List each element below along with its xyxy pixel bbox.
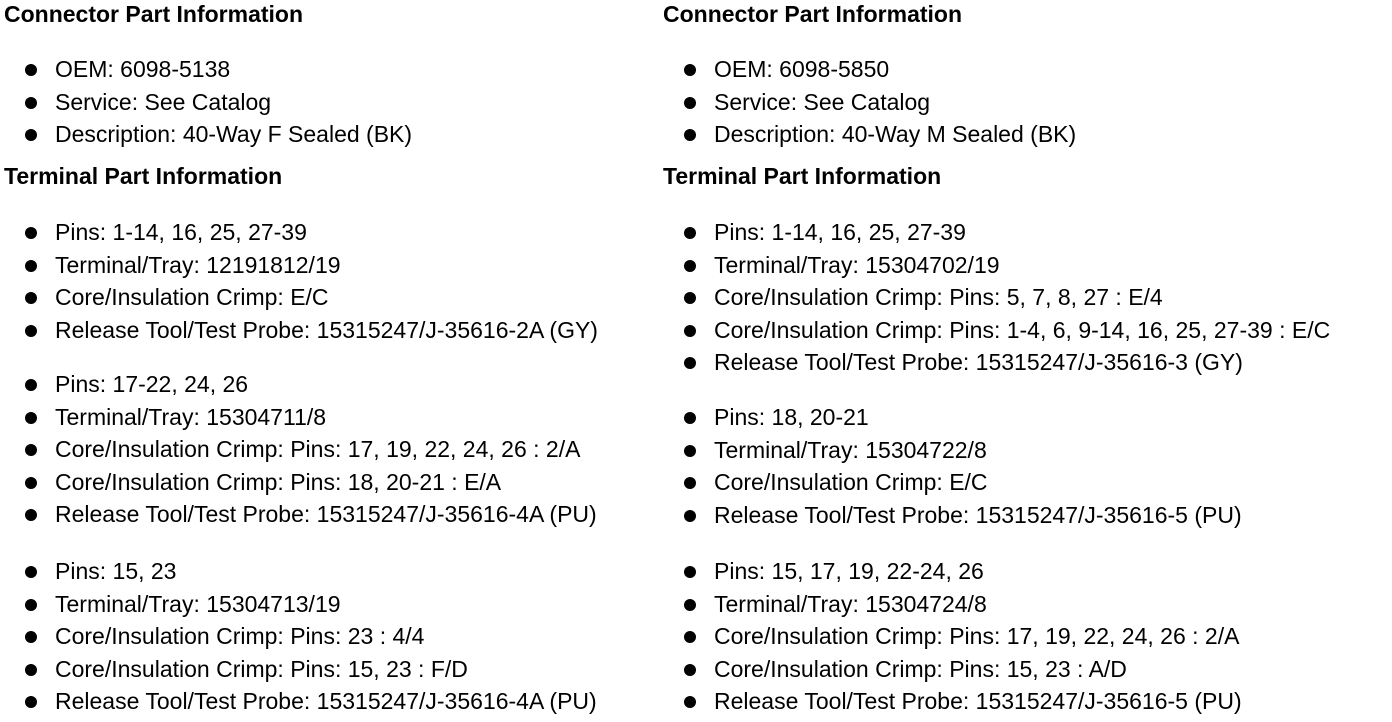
terminal-heading: Terminal Part Information (663, 163, 942, 189)
terminal-crimp: Core/Insulation Crimp: Pins: 17, 19, 22, 24, 26 : 2/A (714, 623, 1240, 650)
bullet-icon (25, 412, 37, 424)
bullet-icon (684, 97, 696, 109)
list-item (4, 555, 597, 588)
list-item (4, 314, 598, 347)
bullet-icon (684, 292, 696, 304)
bullet-icon (684, 566, 696, 578)
bullet-icon (25, 325, 37, 337)
list-item (663, 118, 1076, 151)
list-item (663, 281, 1330, 314)
list-item (663, 555, 1242, 588)
connector-description: Description: 40-Way F Sealed (BK) (55, 121, 413, 148)
list-item (4, 620, 597, 653)
list-item (663, 620, 1242, 653)
terminal-release-tool: Release Tool/Test Probe: 15315247/J-35616-5 (PU) (714, 688, 1242, 715)
connector-list (4, 53, 412, 151)
bullet-icon (25, 696, 37, 708)
terminal-crimp: Core/Insulation Crimp: Pins: 5, 7, 8, 27 : E/4 (714, 284, 1163, 311)
list-item (4, 281, 598, 314)
terminal-heading: Terminal Part Information (4, 163, 283, 189)
terminal-pins: Pins: 1-14, 16, 25, 27-39 (714, 219, 966, 245)
bullet-icon (684, 599, 696, 611)
list-item (663, 314, 1330, 347)
list-item (4, 685, 597, 718)
list-item (4, 249, 598, 282)
bullet-icon (684, 696, 696, 708)
list-item (663, 466, 1242, 499)
list-item (4, 653, 597, 686)
terminal-crimp: Core/Insulation Crimp: Pins: 1-4, 6, 9-14, 16, 25, 27-39 : E/C (714, 316, 1331, 343)
connector-heading: Connector Part Information (4, 1, 304, 27)
terminal-release-tool: Release Tool/Test Probe: 15315247/J-35616-2A (GY) (55, 316, 598, 343)
list-item (663, 434, 1242, 467)
list-item (4, 588, 597, 621)
list-item (4, 433, 597, 466)
list-item (663, 588, 1242, 621)
bullet-icon (25, 509, 37, 521)
terminal-group (663, 216, 1330, 379)
bullet-icon (684, 477, 696, 489)
bullet-icon (684, 357, 696, 369)
terminal-crimp: Core/Insulation Crimp: E/C (714, 469, 988, 496)
terminal-tray: Terminal/Tray: 15304711/8 (55, 403, 327, 430)
terminal-release-tool: Release Tool/Test Probe: 15315247/J-35616-5 (PU) (714, 501, 1242, 528)
bullet-icon (684, 227, 696, 239)
terminal-group (4, 555, 597, 718)
terminal-pins: Pins: 1-14, 16, 25, 27-39 (55, 219, 307, 245)
bullet-icon (684, 631, 696, 643)
terminal-pins: Pins: 18, 20-21 (714, 404, 869, 430)
terminal-group (4, 368, 597, 531)
list-item (663, 249, 1330, 282)
connector-service: Service: See Catalog (714, 88, 931, 115)
list-item (4, 216, 598, 249)
bullet-icon (25, 631, 37, 643)
bullet-icon (684, 129, 696, 141)
connector-list (663, 53, 1076, 151)
bullet-icon (25, 292, 37, 304)
terminal-tray: Terminal/Tray: 15304724/8 (714, 590, 987, 617)
terminal-tray: Terminal/Tray: 12191812/19 (55, 251, 341, 278)
connector-service: Service: See Catalog (55, 88, 272, 115)
bullet-icon (25, 477, 37, 489)
bullet-icon (25, 260, 37, 272)
terminal-tray: Terminal/Tray: 15304722/8 (714, 436, 987, 463)
bullet-icon (25, 227, 37, 239)
bullet-icon (684, 445, 696, 457)
bullet-icon (25, 129, 37, 141)
terminal-crimp: Core/Insulation Crimp: E/C (55, 284, 329, 311)
terminal-release-tool: Release Tool/Test Probe: 15315247/J-35616-3 (GY) (714, 349, 1243, 376)
bullet-icon (25, 97, 37, 109)
list-item (4, 86, 412, 119)
terminal-tray: Terminal/Tray: 15304702/19 (714, 251, 1000, 278)
terminal-pins: Pins: 17-22, 24, 26 (55, 371, 249, 397)
list-item (4, 53, 412, 86)
terminal-pins: Pins: 15, 17, 19, 22-24, 26 (714, 558, 984, 584)
list-item (663, 499, 1242, 532)
connector-description: Description: 40-Way M Sealed (BK) (714, 121, 1077, 148)
terminal-crimp: Core/Insulation Crimp: Pins: 23 : 4/4 (55, 623, 425, 650)
terminal-group (663, 555, 1242, 718)
terminal-group (663, 401, 1242, 531)
terminal-crimp: Core/Insulation Crimp: Pins: 18, 20-21 : E/A (55, 468, 502, 495)
terminal-group (4, 216, 598, 346)
terminal-tray: Terminal/Tray: 15304713/19 (55, 590, 341, 617)
connector-heading: Connector Part Information (663, 1, 963, 27)
terminal-release-tool: Release Tool/Test Probe: 15315247/J-35616-4A (PU) (55, 688, 597, 715)
bullet-icon (684, 64, 696, 76)
list-item (663, 53, 1076, 86)
bullet-icon (684, 325, 696, 337)
bullet-icon (684, 412, 696, 424)
bullet-icon (684, 510, 696, 522)
terminal-crimp: Core/Insulation Crimp: Pins: 15, 23 : A/D (714, 655, 1127, 682)
terminal-release-tool: Release Tool/Test Probe: 15315247/J-35616-4A (PU) (55, 501, 597, 528)
bullet-icon (684, 664, 696, 676)
bullet-icon (25, 664, 37, 676)
terminal-crimp: Core/Insulation Crimp: Pins: 15, 23 : F/D (55, 655, 468, 682)
list-item (663, 346, 1330, 379)
list-item (4, 118, 412, 151)
terminal-pins: Pins: 15, 23 (55, 558, 177, 584)
list-item (4, 401, 597, 434)
bullet-icon (25, 566, 37, 578)
bullet-icon (25, 444, 37, 456)
connector-oem: OEM: 6098-5138 (55, 56, 231, 82)
bullet-icon (25, 379, 37, 391)
list-item (663, 401, 1242, 434)
connector-oem: OEM: 6098-5850 (714, 56, 890, 82)
bullet-icon (25, 599, 37, 611)
list-item (4, 498, 597, 531)
list-item (4, 466, 597, 499)
list-item (663, 685, 1242, 718)
list-item (663, 653, 1242, 686)
list-item (663, 86, 1076, 119)
list-item (663, 216, 1330, 249)
terminal-crimp: Core/Insulation Crimp: Pins: 17, 19, 22, 24, 26 : 2/A (55, 436, 581, 463)
bullet-icon (684, 260, 696, 272)
bullet-icon (25, 64, 37, 76)
list-item (4, 368, 597, 401)
